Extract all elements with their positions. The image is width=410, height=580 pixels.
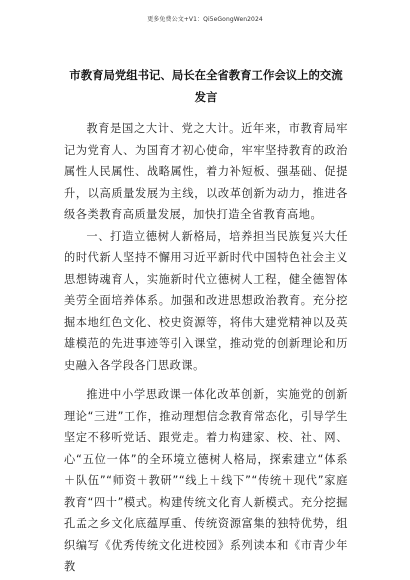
header-note: 更多免费公文+V1：Qi5eGongWen2024	[147, 16, 263, 23]
document-body	[64, 118, 348, 578]
paragraph: 推进中小学思政课一体化改革创新，实施党的创新理论“三进”工作，推动理想信念教育常态化，引导学生坚定不移听党话、跟党走。着力构建家、校、社、网、心“五位一体”的全环境立德树人格局，探索建立“体系＋队伍”“师资＋教研”“线上＋线下”“传统＋现代”家庭教育“四十”模式。构建传统文化育人新模式。充分挖掘孔孟之乡文化底蕴厚重、传统资源富集的独特优势，组织编写《优秀传统文化进校园》系列读本和《市青少年教	[64, 388, 348, 573]
document-title: 市教育局党组书记、局长在全省教育工作会议上的交流发言	[69, 68, 343, 104]
paragraph: 教育是国之大计、党之大计。近年来，市教育局牢记为党育人、为国育才初心使命，牢牢坚持教育的政治属性人民属性、战略属性，着力补短板、强基础、促提升，以高质量发展为主线，以改革创新为动力，推进各级各类教育高质量发展，加快打造全省教育高地。	[64, 122, 348, 221]
paragraph: 一、打造立德树人新格局，培养担当民族复兴大任的时代新人坚持不懈用习近平新时代中国特色社会主义思想铸魂育人，实施新时代立德树人工程，健全德智体美劳全面培养体系。加强和改进思想政治教育。充分挖掘本地红色文化、校史资源等，将伟大建党精神以及英雄模范的先进事迹等引入课堂，推动党的创新理论和历史融入各学段各门思政课。	[64, 229, 348, 372]
